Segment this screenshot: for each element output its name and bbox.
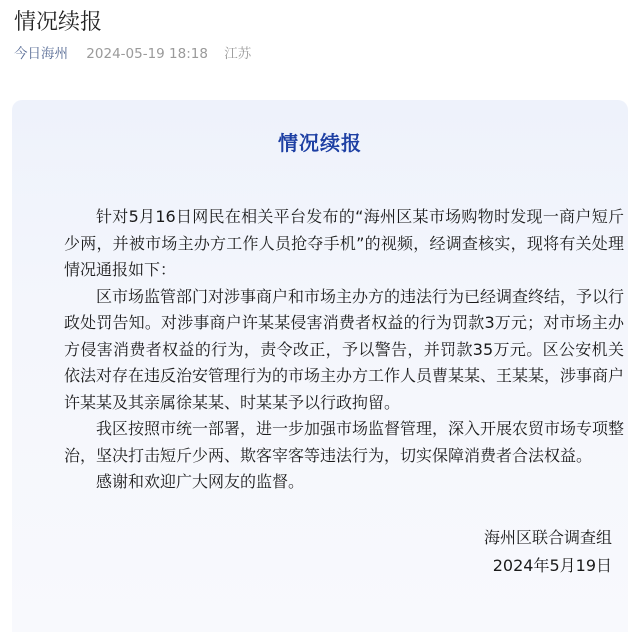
notice-heading: 情况续报: [278, 131, 362, 155]
publish-location: 江苏: [224, 46, 252, 62]
notice-paragraph: 我区按照市统一部署，进一步加强市场监督管理，深入开展农贸市场专项整治，坚决打击短斤少两、欺客宰客等违法行为，切实保障消费者合法权益。: [64, 419, 625, 465]
notice-body: [64, 204, 624, 496]
notice-signature: [484, 524, 612, 580]
source-account-link[interactable]: 今日海州: [14, 46, 68, 62]
notice-image: [12, 100, 628, 632]
notice-paragraph: 区市场监管部门对涉事商户和市场主办方的违法行为已经调查终结，予以行政处罚告知。对涉事商户许某某侵害消费者权益的行为罚款3万元；对市场主办方侵害消费者权益的行为，责令改正，予以警告，并罚款35万元。区公安机关依法对存在违反治安管理行为的市场主办方工作人员曹某某、王某某，涉事商户许某某及其亲属徐某某、时某某予以行政拘留。: [64, 286, 625, 412]
notice-paragraph: 感谢和欢迎广大网友的监督。: [96, 472, 305, 491]
article-meta: [14, 44, 251, 64]
signature-date: 2024年5月19日: [492, 556, 612, 575]
article-title: 情况续报: [14, 10, 103, 35]
publish-datetime: 2024-05-19 18:18: [86, 46, 208, 62]
notice-paragraph: 针对5月16日网民在相关平台发布的“海州区某市场购物时发现一商户短斤少两，并被市场主办方工作人员抢夺手机”的视频，经调查核实，现将有关处理情况通报如下：: [64, 207, 624, 279]
signature-org: 海州区联合调查组: [483, 528, 612, 547]
